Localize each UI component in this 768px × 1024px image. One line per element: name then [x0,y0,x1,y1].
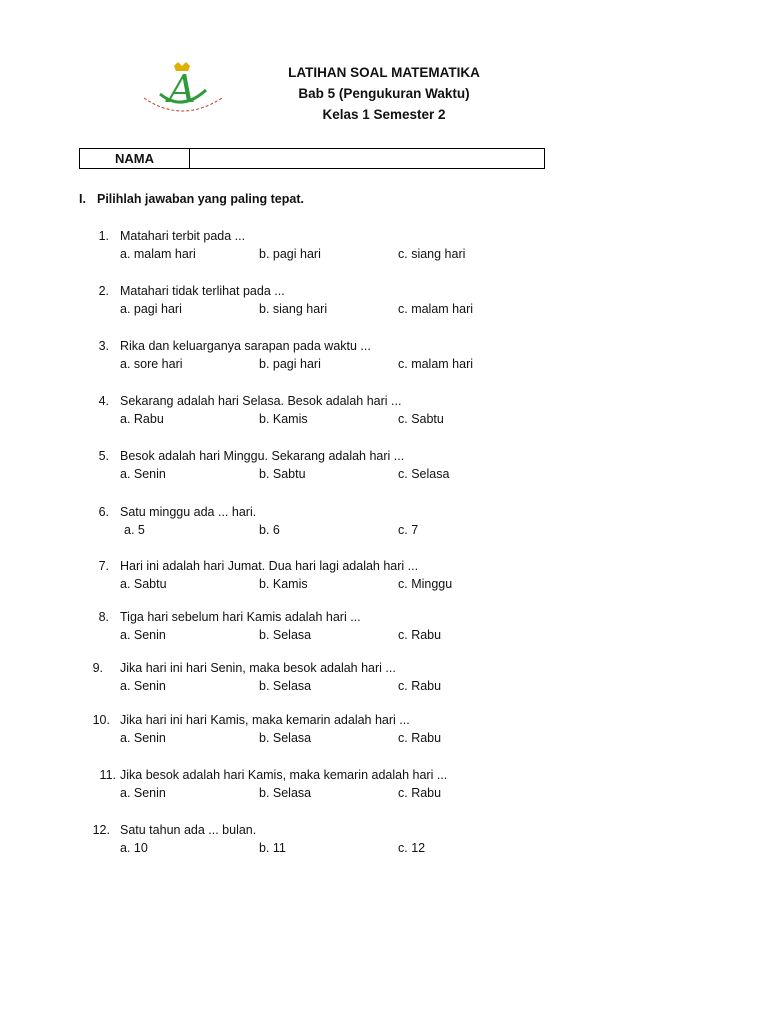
svg-text:A: A [168,67,196,111]
option-a[interactable]: a. Sabtu [120,577,167,591]
question-text: Tiga hari sebelum hari Kamis adalah hari ... [120,610,361,624]
option-c[interactable]: c. 7 [398,523,419,537]
question-number: 5. [98,449,109,463]
question-number: 10. [92,713,110,727]
question-number: 6. [98,505,109,519]
question-text: Hari ini adalah hari Jumat. Dua hari lagi adalah hari ... [120,559,419,573]
question-item [0,284,768,320]
option-b[interactable]: b. Sabtu [259,467,306,481]
option-b[interactable]: b. Kamis [259,577,308,591]
question-text: Satu minggu ada ... hari. [120,505,257,519]
option-c[interactable]: c. Selasa [398,467,450,481]
question-text: Jika hari ini hari Senin, maka besok adalah hari ... [120,661,396,675]
option-c[interactable]: c. Rabu [398,628,442,642]
option-a[interactable]: a. pagi hari [120,302,182,316]
header [234,62,534,125]
option-b[interactable]: b. 11 [259,841,286,855]
option-b[interactable]: b. pagi hari [259,357,321,371]
option-c[interactable]: c. malam hari [398,357,474,371]
option-a[interactable]: a. 10 [120,841,148,855]
question-text: Satu tahun ada ... bulan. [120,823,257,837]
option-b[interactable]: b. Selasa [259,628,312,642]
option-b[interactable]: b. 6 [259,523,280,537]
question-number: 11. [99,768,116,782]
option-c[interactable]: c. siang hari [398,247,466,261]
question-item [0,394,768,430]
question-item [0,661,768,697]
option-b[interactable]: b. Selasa [259,786,312,800]
section-heading [79,192,304,206]
question-text: Jika hari ini hari Kamis, maka kemarin adalah hari ... [120,713,410,727]
name-table [79,148,545,169]
question-number: 1. [98,229,109,243]
school-logo-icon [136,60,228,122]
option-b[interactable]: b. Kamis [259,412,308,426]
option-c[interactable]: c. 12 [398,841,426,855]
question-number: 3. [98,339,109,353]
option-b[interactable]: b. siang hari [259,302,328,316]
option-c[interactable]: c. Sabtu [398,412,444,426]
option-a[interactable]: a. Senin [120,731,166,745]
grade-title: Kelas 1 Semester 2 [322,107,446,122]
option-a[interactable]: a. Senin [120,467,166,481]
question-item [0,823,768,859]
option-b[interactable]: b. Selasa [259,731,312,745]
option-c[interactable]: c. Rabu [398,679,442,693]
option-a[interactable]: a. sore hari [120,357,183,371]
option-a[interactable]: a. Rabu [120,412,164,426]
name-field[interactable] [190,149,544,168]
question-item [0,713,768,749]
question-text: Matahari terbit pada ... [120,229,246,243]
question-number: 2. [98,284,109,298]
question-number: 9. [92,661,103,675]
question-item [0,505,768,541]
question-item [0,229,768,265]
question-item [0,449,768,485]
question-number: 4. [98,394,109,408]
question-number: 7. [98,559,109,573]
question-text: Besok adalah hari Minggu. Sekarang adalah hari ... [120,449,405,463]
option-b[interactable]: b. Selasa [259,679,312,693]
question-item [0,339,768,375]
question-text: Matahari tidak terlihat pada ... [120,284,285,298]
option-a[interactable]: a. Senin [120,786,166,800]
chapter-title: Bab 5 (Pengukuran Waktu) [298,86,470,101]
question-number: 8. [98,610,109,624]
question-item [0,610,768,646]
question-item [0,559,768,595]
option-a[interactable]: a. Senin [120,679,166,693]
question-text: Jika besok adalah hari Kamis, maka kemarin adalah hari ... [120,768,448,782]
option-b[interactable]: b. pagi hari [259,247,321,261]
option-a[interactable]: a. malam hari [120,247,196,261]
name-label: NAMA [80,149,190,168]
question-text: Rika dan keluarganya sarapan pada waktu ... [120,339,371,353]
option-c[interactable]: c. Rabu [398,731,442,745]
option-c[interactable]: c. Minggu [398,577,453,591]
page-title: LATIHAN SOAL MATEMATIKA [288,65,480,80]
option-c[interactable]: c. Rabu [398,786,442,800]
option-c[interactable]: c. malam hari [398,302,474,316]
section-number: I. [79,192,86,206]
section-instruction: Pilihlah jawaban yang paling tepat. [97,192,304,206]
question-item [0,768,768,804]
option-a[interactable]: a. 5 [124,523,145,537]
question-number: 12. [92,823,110,837]
option-a[interactable]: a. Senin [120,628,166,642]
question-text: Sekarang adalah hari Selasa. Besok adalah hari ... [120,394,402,408]
